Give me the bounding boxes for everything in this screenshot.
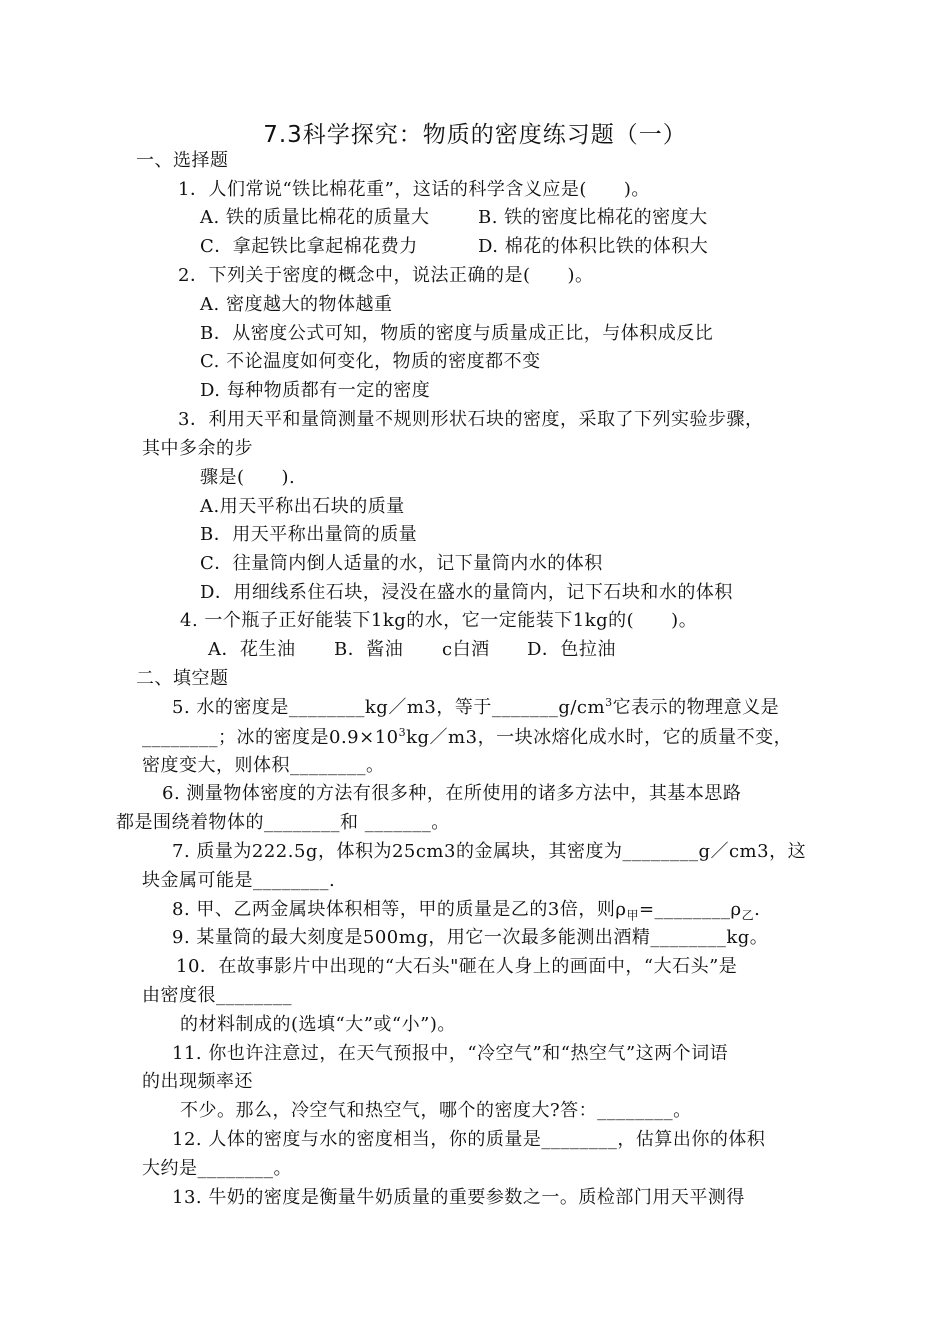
question-2-option-c: C. 不论温度如何变化，物质的密度都不变 xyxy=(200,351,541,372)
question-10-line2: 由密度很________ xyxy=(142,985,292,1006)
question-12-line1: 12. 人体的密度与水的密度相当，你的质量是________，估算出你的体积 xyxy=(172,1129,766,1150)
question-5-line2 xyxy=(142,726,792,750)
question-4-stem: 4. 一个瓶子正好能装下1kg的水，它一定能装下1kg的( )。 xyxy=(180,610,698,631)
question-5-line2-text: ________；冰的密度是0.9×10 xyxy=(142,727,399,748)
question-5-line1 xyxy=(172,696,779,720)
question-8 xyxy=(172,898,760,922)
question-7-line1: 7. 质量为222.5g，体积为25cm3的金属块，其密度为________g／cm3，这 xyxy=(172,841,807,862)
question-3-stem-line1: 3．利用天平和量筒测量不规则形状石块的密度，采取了下列实验步骤， xyxy=(178,409,764,430)
question-3-option-b: B．用天平称出量筒的质量 xyxy=(200,524,418,545)
question-3-option-a: A.用天平称出石块的质量 xyxy=(200,496,405,517)
question-1-option-c: C．拿起铁比拿起棉花费力 xyxy=(200,236,418,257)
question-8-subscript-jia: 甲 xyxy=(626,908,639,923)
question-5-line2-tail: kg／m3，一块冰熔化成水时，它的质量不变， xyxy=(406,727,793,748)
question-7-line2: 块金属可能是________. xyxy=(142,870,336,891)
question-1-option-a: A. 铁的质量比棉花的质量大 xyxy=(200,207,430,228)
question-11-line3: 不少。那么，冷空气和热空气，哪个的密度大?答：________。 xyxy=(180,1100,692,1121)
question-6-line2: 都是围绕着物体的________和 _______。 xyxy=(116,812,450,833)
question-8-end: . xyxy=(754,899,761,920)
question-5-line1-tail: 它表示的物理意义是 xyxy=(612,697,780,718)
question-8-text: 8. 甲、乙两金属块体积相等，甲的质量是乙的3倍，则ρ xyxy=(172,899,627,920)
question-12-line2: 大约是________。 xyxy=(142,1158,292,1179)
question-9: 9. 某量筒的最大刻度是500mg，用它一次最多能测出酒精________kg。 xyxy=(172,927,769,948)
question-10-line3: 的材料制成的(选填“大”或“小”)。 xyxy=(180,1014,456,1035)
question-1-stem: 1．人们常说“铁比棉花重”，这话的科学含义应是( )。 xyxy=(178,179,650,200)
section-heading-choice: 一、选择题 xyxy=(136,150,229,171)
question-2-option-d: D. 每种物质都有一定的密度 xyxy=(200,380,431,401)
question-5-line3: 密度变大，则体积________。 xyxy=(142,755,385,776)
question-1-option-d: D. 棉花的体积比铁的体积大 xyxy=(478,236,709,257)
question-11-line2: 的出现频率还 xyxy=(142,1071,253,1092)
question-2-option-a: A. 密度越大的物体越重 xyxy=(200,294,393,315)
question-1-option-b: B. 铁的密度比棉花的密度大 xyxy=(478,207,708,228)
section-heading-fill: 二、填空题 xyxy=(136,668,229,689)
question-4-option-d: D．色拉油 xyxy=(527,639,616,660)
question-3-option-c: C．往量筒内倒人适量的水，记下量筒内水的体积 xyxy=(200,553,603,574)
question-10-line1: 10．在故事影片中出现的“大石头"砸在人身上的画面中，“大石头”是 xyxy=(176,956,738,977)
question-8-subscript-yi: 乙 xyxy=(741,908,755,923)
question-8-blank: =________ρ xyxy=(638,899,742,920)
question-4-option-b: B．酱油 xyxy=(334,639,404,660)
question-6-line1: 6. 测量物体密度的方法有很多种，在所使用的诸多方法中，其基本思路 xyxy=(162,783,742,804)
page-title: 7.3科学探究：物质的密度练习题（一） xyxy=(263,122,687,148)
question-2-option-b: B．从密度公式可知，物质的密度与质量成正比，与体积成反比 xyxy=(200,323,714,344)
question-5-superscript: 3 xyxy=(605,696,613,709)
question-3-stem-line2: 其中多余的步 xyxy=(142,438,253,459)
question-3-stem-line3: 骤是( ). xyxy=(200,467,296,488)
question-4-option-c: c白酒 xyxy=(442,639,490,660)
question-4-option-a: A．花生油 xyxy=(208,639,296,660)
question-11-line1: 11. 你也许注意过，在天气预报中，“冷空气”和“热空气”这两个词语 xyxy=(172,1043,729,1064)
question-5-line1-text: 5. 水的密度是________kg／m3，等于_______g/cm xyxy=(172,697,606,718)
question-3-option-d: D．用细线系住石块，浸没在盛水的量筒内，记下石块和水的体积 xyxy=(200,582,733,603)
question-13-line1: 13. 牛奶的密度是衡量牛奶质量的重要参数之一。质检部门用天平测得 xyxy=(172,1187,745,1208)
question-5-exponent: 3 xyxy=(398,726,407,739)
question-2-stem: 2．下列关于密度的概念中，说法正确的是( )。 xyxy=(178,265,594,286)
